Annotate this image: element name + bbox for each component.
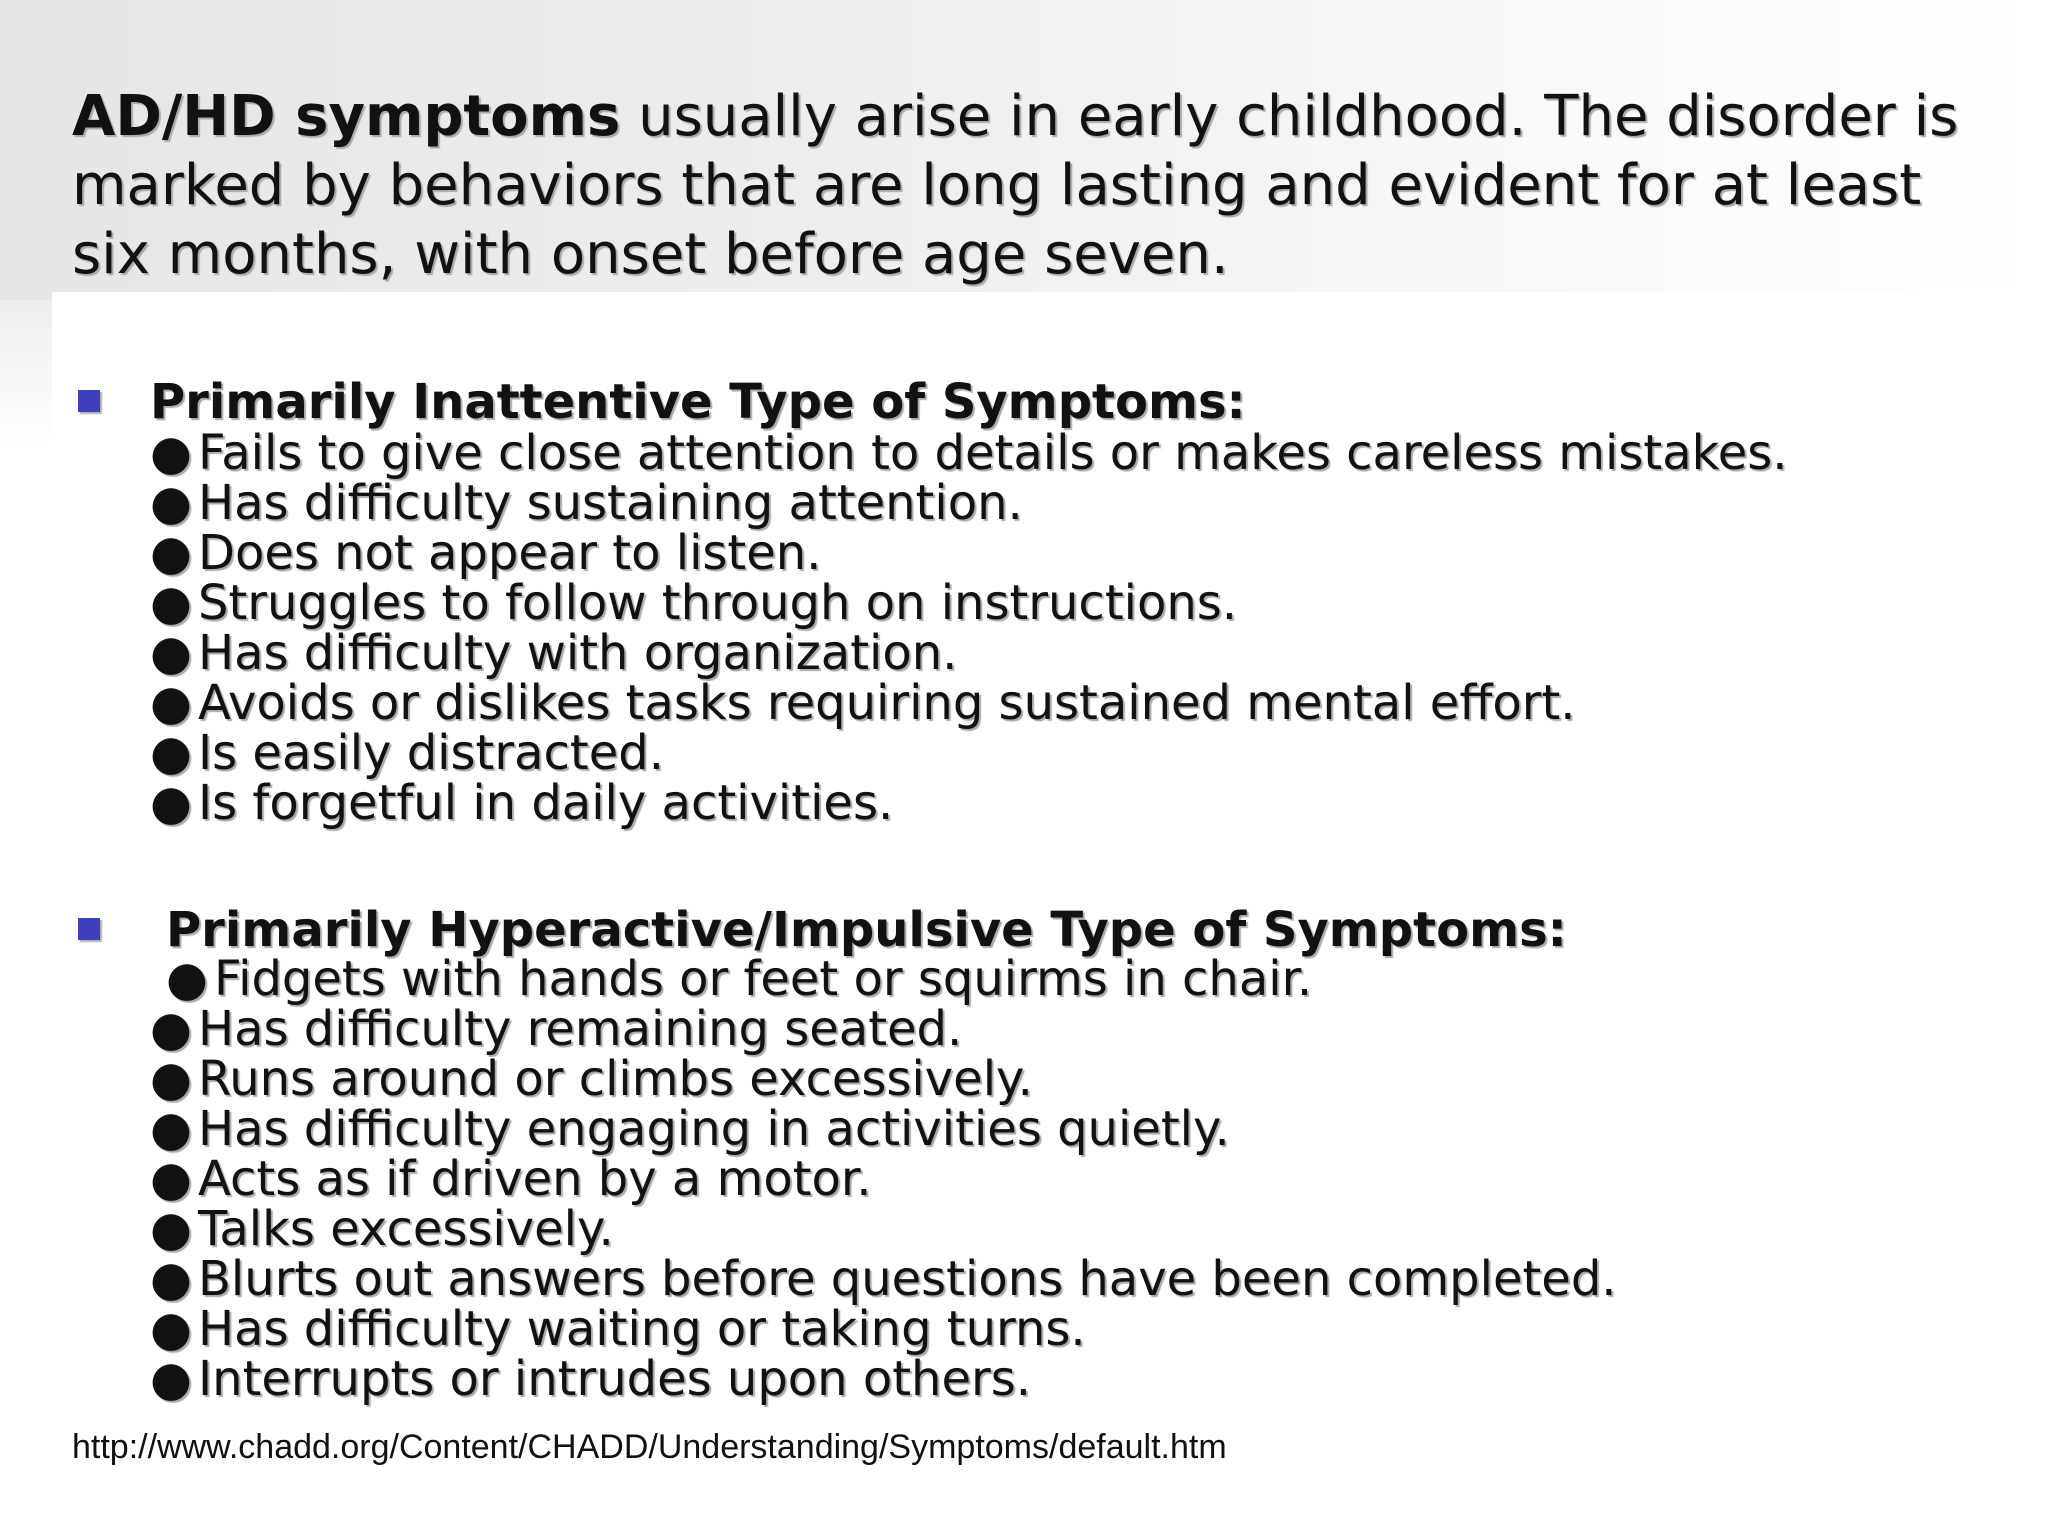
bullet-icon: ● xyxy=(150,575,192,631)
list-item xyxy=(150,775,1788,831)
list-item xyxy=(150,425,1788,481)
bullet-icon: ● xyxy=(166,951,208,1007)
bullet-icon: ● xyxy=(150,1101,192,1157)
bullet-icon: ● xyxy=(150,1201,192,1257)
list-item xyxy=(150,951,1617,1007)
list-item-text: Has difficulty waiting or taking turns. xyxy=(198,1301,1086,1357)
bullet-icon: ● xyxy=(150,725,192,781)
list-item-text: Fidgets with hands or feet or squirms in chair. xyxy=(214,951,1313,1007)
bullet-icon: ● xyxy=(150,1051,192,1107)
bullet-icon: ● xyxy=(150,775,192,831)
list-item xyxy=(150,675,1788,731)
intro-bold: AD/HD symptoms xyxy=(72,84,621,149)
list-item xyxy=(150,625,1788,681)
list-item xyxy=(150,1151,1617,1207)
list-item xyxy=(150,1351,1617,1407)
list-item xyxy=(150,1251,1617,1307)
list-item-text: Has difficulty sustaining attention. xyxy=(198,475,1023,531)
list-item xyxy=(150,1201,1617,1257)
symptom-list xyxy=(150,425,1788,831)
list-item-text: Is easily distracted. xyxy=(198,725,664,781)
intro-paragraph xyxy=(72,82,1972,289)
list-item-text: Fails to give close attention to details or makes careless mistakes. xyxy=(198,425,1788,481)
square-bullet-icon xyxy=(78,390,100,412)
list-item xyxy=(150,1001,1617,1057)
bullet-icon: ● xyxy=(150,1301,192,1357)
symptom-list xyxy=(150,951,1617,1407)
list-item-text: Acts as if driven by a motor. xyxy=(198,1151,872,1207)
bullet-icon: ● xyxy=(150,525,192,581)
list-item-text: Is forgetful in daily activities. xyxy=(198,775,894,831)
list-item-text: Struggles to follow through on instructions. xyxy=(198,575,1238,631)
list-item-text: Has difficulty remaining seated. xyxy=(198,1001,963,1057)
bullet-icon: ● xyxy=(150,1251,192,1307)
section-title: Primarily Inattentive Type of Symptoms: xyxy=(150,374,1246,430)
section-title: Primarily Hyperactive/Impulsive Type of Symptoms: xyxy=(166,902,1567,958)
bullet-icon: ● xyxy=(150,425,192,481)
list-item xyxy=(150,725,1788,781)
bullet-icon: ● xyxy=(150,675,192,731)
list-item xyxy=(150,475,1788,531)
bullet-icon: ● xyxy=(150,625,192,681)
list-item-text: Interrupts or intrudes upon others. xyxy=(198,1351,1031,1407)
list-item-text: Blurts out answers before questions have been completed. xyxy=(198,1251,1617,1307)
bullet-icon: ● xyxy=(150,1001,192,1057)
source-link[interactable]: http://www.chadd.org/Content/CHADD/Understanding/Symptoms/default.htm xyxy=(72,1428,1227,1466)
list-item-text: Does not appear to listen. xyxy=(198,525,822,581)
list-item-text: Avoids or dislikes tasks requiring sustained mental effort. xyxy=(198,675,1576,731)
list-item-text: Has difficulty engaging in activities quietly. xyxy=(198,1101,1230,1157)
list-item xyxy=(150,525,1788,581)
list-item-text: Talks excessively. xyxy=(198,1201,614,1257)
bullet-icon: ● xyxy=(150,475,192,531)
list-item-text: Runs around or climbs excessively. xyxy=(198,1051,1033,1107)
list-item xyxy=(150,1301,1617,1357)
bullet-icon: ● xyxy=(150,1351,192,1407)
list-item-text: Has difficulty with organization. xyxy=(198,625,958,681)
list-item xyxy=(150,1051,1617,1107)
list-item xyxy=(150,1101,1617,1157)
bullet-icon: ● xyxy=(150,1151,192,1207)
list-item xyxy=(150,575,1788,631)
intro-text: usually arise in early childhood. The disorder is marked by behaviors that are long lasting and evident for at least six months, with onset before age seven. xyxy=(72,84,1959,287)
background-fade xyxy=(0,300,52,450)
square-bullet-icon xyxy=(78,918,100,940)
